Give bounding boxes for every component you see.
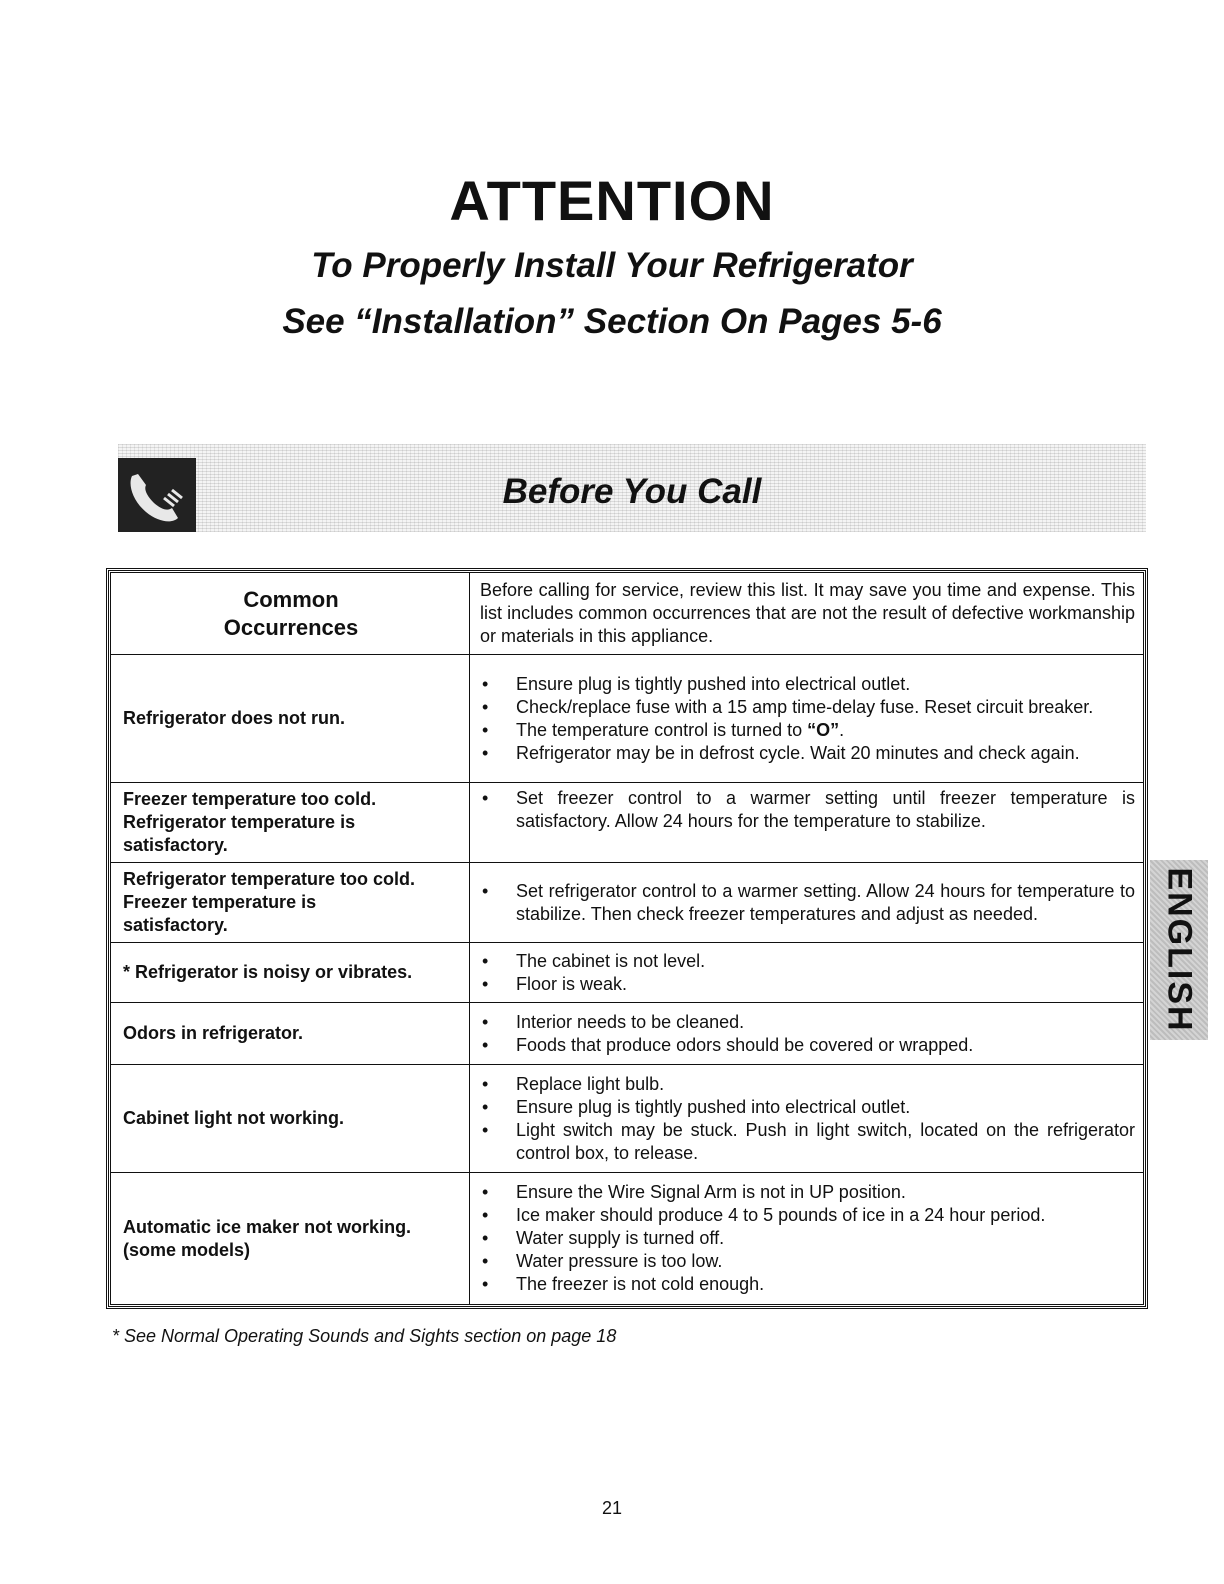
- table-row: [111, 655, 1144, 783]
- table-header-row: [111, 573, 1144, 655]
- solution-item: • Set refrigerator control to a warmer setting. Allow 24 hours for temperature to stabilize. Then check freezer temperatures and adjust as needed.: [480, 880, 1135, 926]
- header-left-line: Occurrences: [223, 614, 359, 640]
- problem-line: satisfactory.: [123, 915, 228, 935]
- solution-cell: [470, 863, 1144, 943]
- solution-item: • Water supply is turned off.: [480, 1227, 1135, 1250]
- solution-item: • Light switch may be stuck. Push in light switch, located on the refrigerator control box, to release.: [480, 1119, 1135, 1165]
- solution-item: • Ensure plug is tightly pushed into electrical outlet.: [480, 673, 1135, 696]
- page-title: ATTENTION: [449, 169, 775, 232]
- solution-item: • The temperature control is turned to “O”.: [480, 719, 1135, 742]
- solution-item: • Check/replace fuse with a 15 amp time-delay fuse. Reset circuit breaker.: [480, 696, 1135, 719]
- problem-cell: [111, 1173, 470, 1305]
- troubleshooting-table: [106, 568, 1148, 1309]
- before-you-call-banner: [118, 444, 1146, 532]
- page-number: 21: [601, 1498, 623, 1518]
- footnote: * See Normal Operating Sounds and Sights section on page 18: [112, 1326, 617, 1346]
- problem-line: (some models): [123, 1239, 251, 1260]
- solution-cell: [470, 655, 1144, 783]
- problem-cell: [111, 783, 470, 863]
- table-row: [111, 863, 1144, 943]
- table-row: [111, 1065, 1144, 1173]
- solution-cell: [470, 943, 1144, 1003]
- solution-item: • Ensure the Wire Signal Arm is not in UP position.: [480, 1181, 1135, 1204]
- column-header-occurrences: [111, 573, 470, 655]
- problem-cell: [111, 863, 470, 943]
- solution-cell: [470, 1065, 1144, 1173]
- solution-item: • Ice maker should produce 4 to 5 pounds of ice in a 24 hour period.: [480, 1204, 1135, 1227]
- header-left-line: Common: [243, 586, 339, 612]
- control-setting-value: “O”: [807, 719, 840, 740]
- table-row: [111, 1003, 1144, 1065]
- language-side-tab-label: ENGLISH: [1160, 867, 1199, 1033]
- banner-title: Before You Call: [502, 472, 762, 511]
- install-pages-subtitle: See “Installation” Section On Pages 5-6: [282, 302, 942, 341]
- solution-item: • Floor is weak.: [480, 973, 1135, 996]
- solution-item: • Water pressure is too low.: [480, 1250, 1135, 1273]
- install-subtitle: To Properly Install Your Refrigerator: [311, 246, 913, 285]
- solution-item: • The freezer is not cold enough.: [480, 1273, 1135, 1296]
- problem-cell: * Refrigerator is noisy or vibrates.: [111, 943, 470, 1003]
- column-header-intro: Before calling for service, review this list. It may save you time and expense. This list includes common occurrences that are not the result of defective workmanship or materials in this appliance.: [470, 573, 1144, 655]
- solution-item: • Set freezer control to a warmer setting until freezer temperature is satisfactory. Allow 24 hours for the temperature to stabilize.: [480, 787, 1135, 833]
- table-row: [111, 783, 1144, 863]
- problem-line: Freezer temperature too cold.: [123, 789, 377, 809]
- problem-line: Refrigerator temperature too cold.: [123, 869, 416, 889]
- table-row: [111, 943, 1144, 1003]
- solution-item: • Replace light bulb.: [480, 1073, 1135, 1096]
- solution-item: • Foods that produce odors should be covered or wrapped.: [480, 1034, 1135, 1057]
- problem-line: Refrigerator temperature is: [123, 812, 356, 832]
- table-row: [111, 1173, 1144, 1305]
- solution-cell: [470, 783, 1144, 863]
- problem-cell: Odors in refrigerator.: [111, 1003, 470, 1065]
- problem-cell: Cabinet light not working.: [111, 1065, 470, 1173]
- solution-item: • Ensure plug is tightly pushed into electrical outlet.: [480, 1096, 1135, 1119]
- solution-item: • Interior needs to be cleaned.: [480, 1011, 1135, 1034]
- solution-item: • Refrigerator may be in defrost cycle. Wait 20 minutes and check again.: [480, 742, 1135, 765]
- solution-item: • The cabinet is not level.: [480, 950, 1135, 973]
- solution-cell: [470, 1173, 1144, 1305]
- problem-line: Automatic ice maker not working.: [123, 1216, 412, 1237]
- problem-cell: Refrigerator does not run.: [111, 655, 470, 783]
- problem-line: Freezer temperature is: [123, 892, 317, 912]
- language-side-tab: [1150, 860, 1208, 1040]
- problem-line: satisfactory.: [123, 835, 228, 855]
- solution-cell: [470, 1003, 1144, 1065]
